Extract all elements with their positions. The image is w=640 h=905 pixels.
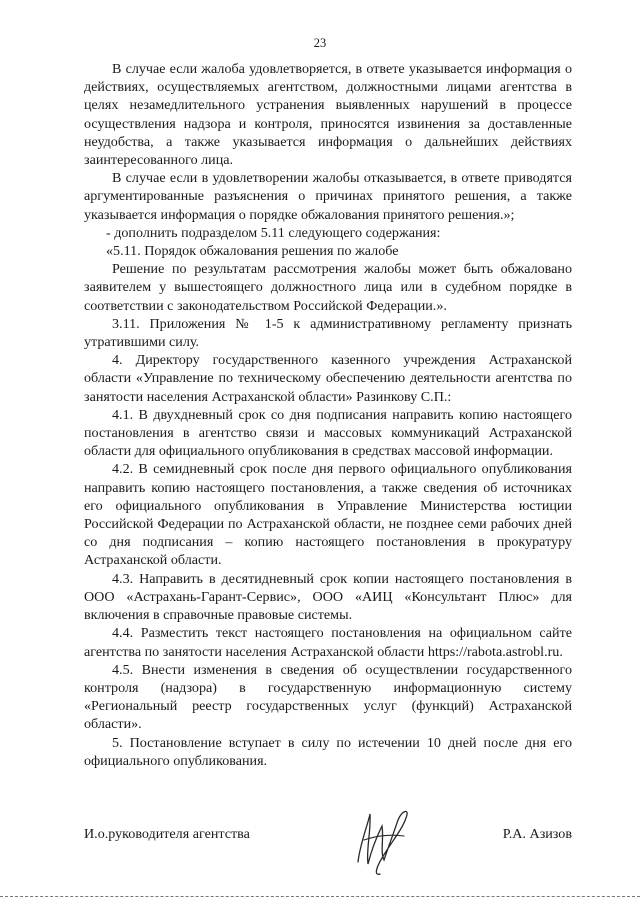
paragraph-complaint-satisfied: В случае если жалоба удовлетворяется, в ответе указывается информация о действиях, осуществляемых агентством, должностными лицами агентства в целях незамедлительного устранения выявленных нарушений в процессе осуществления надзора и контроля, приносятся извинения за доставленные неудобства, а также указывается информация о дальнейших действиях заинтересованного лица. [84, 61, 572, 169]
paragraph-4-5: 4.5. Внести изменения в сведения об осуществлении государственного контроля (надзора) в государственную информационную систему «Региональный реестр государственных услуг (функций) Астраханской области». [84, 661, 572, 733]
paragraph-4-4: 4.4. Разместить текст настоящего постановления на официальном сайте агентства по занятости населения Астраханской области https://rabota.astrobl.ru. [84, 625, 572, 660]
signatory-title: И.о.руководителя агентства [84, 826, 250, 842]
paragraph-4-2: 4.2. В семидневный срок после дня первого официального опубликования направить копию настоящего постановления, а также сведения об источниках его официального опубликования в Управление Министерства юстиции Российской Федерации по Астраханской области, не позднее семи рабочих дней со дня подписания – копию настоящего постановления в прокуратуру Астраханской области. [84, 461, 572, 569]
paragraph-4-1: 4.1. В двухдневный срок со дня подписания направить копию настоящего постановления в агентство связи и массовых коммуникаций Астраханской области для официального опубликования в средствах массовой информации. [84, 406, 572, 460]
paragraph-4: 4. Директору государственного казенного учреждения Астраханской области «Управление по техническому обеспечению деятельности агентства по занятости населения Астраханской области» Разинкову С.П.: [84, 352, 572, 405]
signatory-name: Р.А. Азизов [502, 826, 572, 842]
page-bottom-edge [0, 896, 640, 897]
paragraph-appeal: Решение по результатам рассмотрения жалобы может быть обжаловано заявителем у вышестоящего должностного лица или в судебном порядке в соответствии с законодательством Российской Федерации.». [84, 261, 572, 314]
paragraph-5: 5. Постановление вступает в силу по истечении 10 дней после дня его официального опубликования. [84, 734, 572, 769]
paragraph-complaint-refused: В случае если в удовлетворении жалобы отказывается, в ответе приводятся аргументированные разъяснения о причинах принятого решения, а также указывается информация о порядке обжалования принятого решения.»; [84, 170, 572, 223]
paragraph-4-3: 4.3. Направить в десятидневный срок копии настоящего постановления в ООО «Астрахань-Гарант-Сервис», ООО «АИЦ «Консультант Плюс» для включения в справочные правовые системы. [84, 570, 572, 624]
document-body [84, 60, 572, 770]
page-number: 23 [313, 36, 327, 50]
paragraph-add-subsection: - дополнить подразделом 5.11 следующего содержания: [106, 224, 441, 241]
signature-block [84, 810, 572, 890]
subsection-heading-5-11: «5.11. Порядок обжалования решения по жалобе [106, 243, 399, 260]
paragraph-3-11: 3.11. Приложения № 1-5 к административному регламенту признать утратившими силу. [84, 315, 572, 351]
handwritten-signature [346, 804, 426, 884]
